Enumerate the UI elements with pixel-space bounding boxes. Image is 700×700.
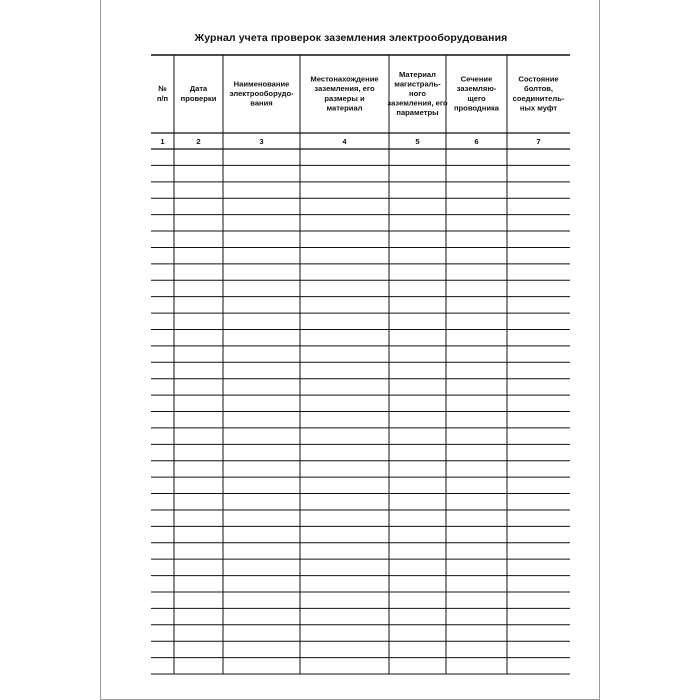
column-header-line: соединитель- — [512, 93, 565, 103]
column-header-line: ного — [409, 89, 426, 98]
column-number: 2 — [196, 137, 201, 146]
page-title: Журнал учета проверок заземления электрооборудования — [194, 32, 508, 44]
column-header-line: Сечение — [460, 74, 493, 84]
column-number: 6 — [474, 137, 479, 146]
column-header-line: размеры и — [324, 93, 365, 103]
column-header-line: заземляю- — [456, 84, 497, 94]
column-header-line: Местонахождение — [310, 74, 379, 84]
column-header-line: заземления, его — [314, 84, 375, 94]
column-header-line: № — [158, 84, 167, 94]
column-header-line: магистраль- — [394, 79, 441, 89]
column-header-line: проверки — [180, 93, 217, 103]
column-header-line: проводника — [453, 103, 500, 113]
column-header-line: Материал — [399, 69, 436, 79]
column-header-line: материал — [326, 103, 363, 113]
column-number: 1 — [160, 137, 165, 146]
column-header-line: щего — [467, 93, 486, 103]
column-header-line: п/п — [156, 93, 169, 103]
column-header-line: заземления, его — [387, 98, 448, 108]
column-number: 7 — [536, 137, 541, 146]
column-number: 5 — [415, 137, 420, 146]
journal-table — [101, 0, 601, 700]
column-header-line: Состояние — [518, 74, 559, 84]
column-number: 3 — [259, 137, 264, 146]
column-header-line: ных муфт — [519, 103, 558, 113]
journal-page — [100, 0, 600, 700]
column-header-line: параметры — [396, 108, 439, 118]
column-header-line: вания — [250, 98, 273, 108]
column-header-line: Дата — [189, 84, 208, 94]
column-header-line: электрооборудо- — [229, 89, 294, 98]
column-header-line: болтов, — [524, 84, 553, 94]
column-header-line: Наименование — [233, 79, 290, 89]
column-number: 4 — [342, 137, 347, 146]
